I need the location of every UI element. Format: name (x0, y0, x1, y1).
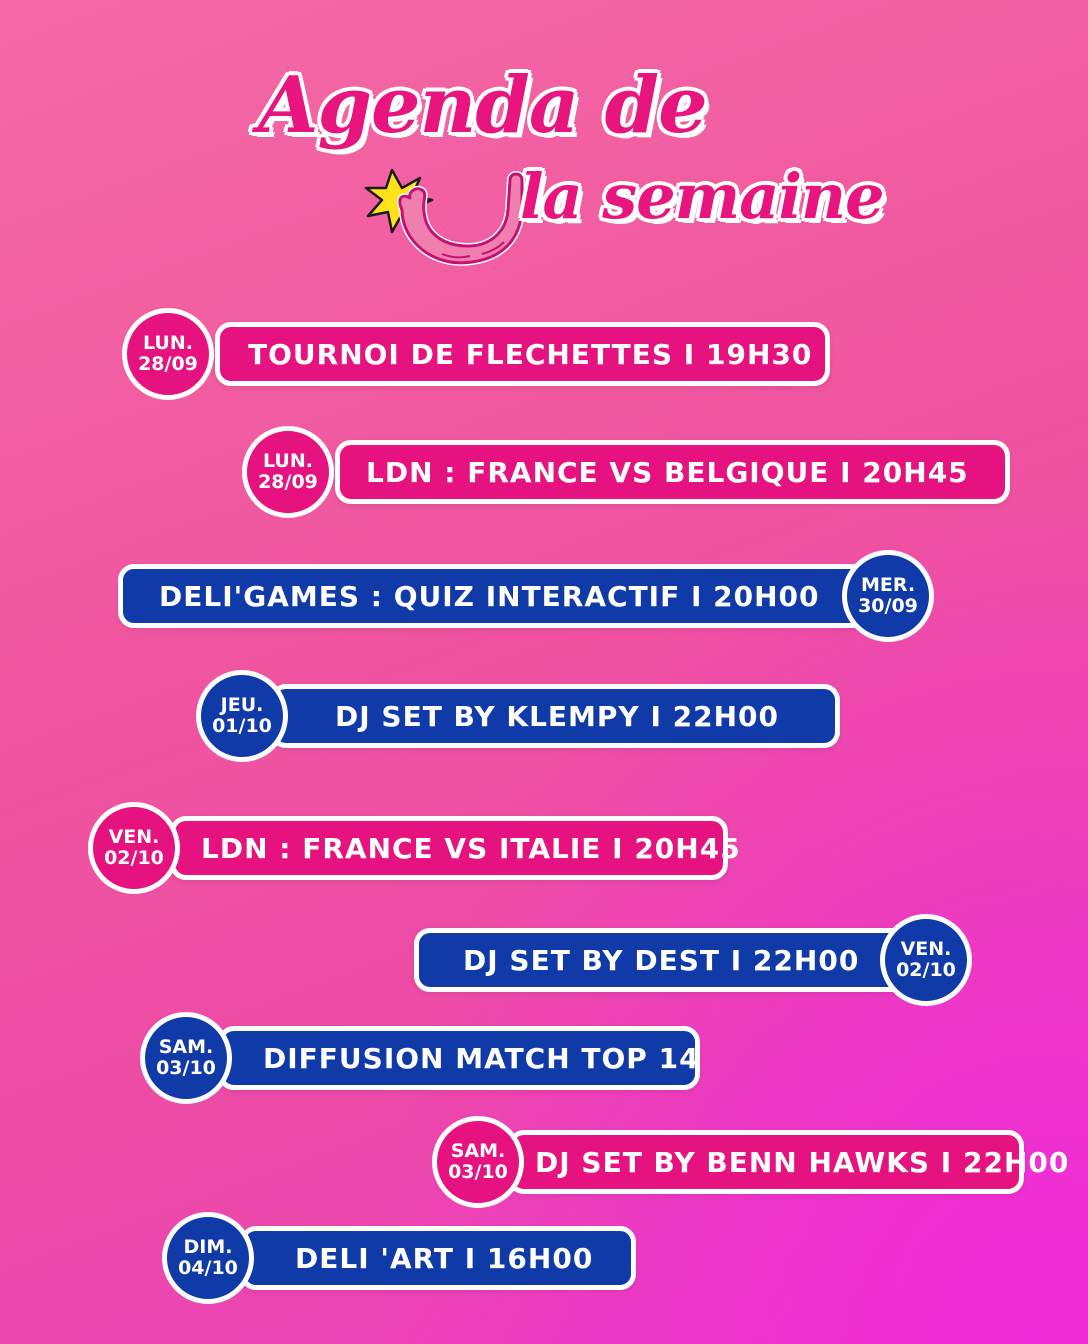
event-row (0, 808, 1088, 888)
event-date: 01/10 (212, 715, 272, 737)
event-row (0, 1122, 1088, 1202)
event-day: SAM. (158, 1036, 214, 1058)
event-bar (215, 322, 830, 386)
event-date-badge (432, 1116, 524, 1208)
event-bar (218, 1026, 700, 1090)
header (0, 0, 1088, 300)
title-line-2: la semaine (520, 160, 884, 233)
event-day: VEN. (900, 938, 952, 960)
event-date-badge (122, 308, 214, 400)
event-bar (118, 564, 870, 628)
event-label: TOURNOI DE FLECHETTES I 19H30 (248, 337, 813, 371)
event-date: 04/10 (178, 1257, 238, 1279)
event-label: DJ SET BY BENN HAWKS I 22H00 (535, 1145, 1070, 1179)
event-date: 02/10 (104, 847, 164, 869)
event-date: 28/09 (258, 471, 318, 493)
event-bar (240, 1226, 636, 1290)
event-label: DELI 'ART I 16H00 (295, 1241, 594, 1275)
event-day: MER. (860, 574, 916, 596)
event-date-badge (140, 1012, 232, 1104)
event-bar (414, 928, 914, 992)
event-bar (170, 816, 741, 880)
event-row (0, 432, 1088, 512)
event-bar (270, 684, 840, 748)
event-day: VEN. (108, 826, 160, 848)
event-date: 30/09 (858, 595, 918, 617)
event-date: 03/10 (156, 1057, 216, 1079)
event-label: DJ SET BY DEST I 22H00 (463, 943, 860, 977)
title-line-1: Agenda de (258, 60, 707, 151)
event-date-badge (88, 802, 180, 894)
event-day: LUN. (143, 332, 193, 354)
event-row (0, 1218, 1088, 1298)
event-bar (335, 440, 1010, 504)
event-bar (508, 1130, 1070, 1194)
event-date: 28/09 (138, 353, 198, 375)
event-label: DJ SET BY KLEMPY I 22H00 (335, 699, 779, 733)
event-date-badge (842, 550, 934, 642)
event-row (0, 920, 1088, 1000)
event-date: 02/10 (896, 959, 956, 981)
event-row (0, 314, 1088, 394)
event-row (0, 556, 1088, 636)
event-label: LDN : FRANCE VS ITALIE I 20H45 (201, 831, 741, 865)
event-day: LUN. (263, 450, 313, 472)
event-label: LDN : FRANCE VS BELGIQUE I 20H45 (366, 455, 969, 489)
hand-logo-icon (362, 150, 542, 280)
event-day: JEU. (220, 694, 264, 716)
event-date-badge (880, 914, 972, 1006)
event-row (0, 1018, 1088, 1098)
event-date-badge (162, 1212, 254, 1304)
event-row (0, 676, 1088, 756)
event-label: DIFFUSION MATCH TOP 14 (263, 1041, 700, 1075)
event-date: 03/10 (448, 1161, 508, 1183)
event-day: DIM. (183, 1236, 233, 1258)
event-date-badge (196, 670, 288, 762)
event-day: SAM. (450, 1140, 506, 1162)
event-label: DELI'GAMES : QUIZ INTERACTIF I 20H00 (159, 579, 820, 613)
event-date-badge (242, 426, 334, 518)
